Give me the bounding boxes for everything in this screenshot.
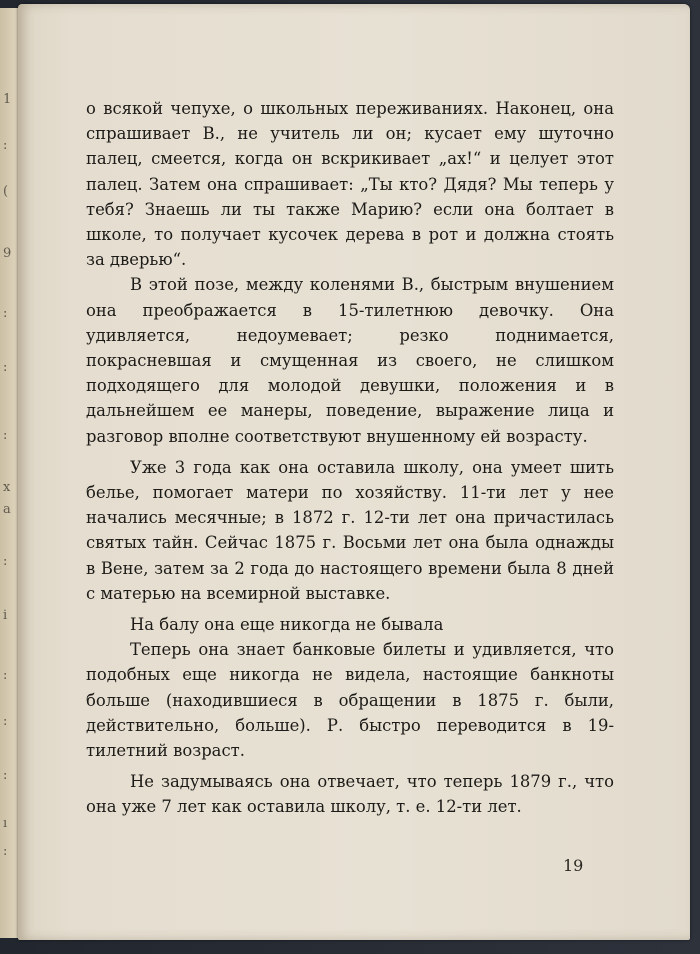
paragraph: Уже 3 года как она оставила школу, она умеет шить белье, помогает матери по хозяйству. 11-ти лет у нее начались месячные; в 1872 г. 12-ти лет она причастилась святых тайн. Сейчас 1875 г. Восьми лет она была однажды в Вене, затем за 2 года до настоящего времени была 8 дней с матерью на всемирной выставке. xyxy=(86,457,614,603)
left-page-fragment: 9 xyxy=(3,246,12,261)
paragraph: Теперь она знает банковые билеты и удивляется, что подобных еще никогда не видела, настоящие банкноты больше (находившиеся в обращении в 1875 г. были, действительно, больше). Р. быстро переводится в 19-тилетний возраст. xyxy=(86,640,614,761)
left-page-fragment: : xyxy=(3,138,8,153)
left-page-fragment: 1 xyxy=(3,92,12,107)
page-body-text xyxy=(86,96,614,820)
left-page-fragment: : xyxy=(3,554,8,569)
book-page xyxy=(18,4,690,940)
paragraph: о всякой чепухе, о школьных переживаниях. Наконец, она спрашивает В., не учитель ли он; кусает ему шуточно палец, смеется, когда он вскрикивает „ах!“ и целует этот палец. Затем она спрашивает: „Ты кто? Дядя? Мы теперь у тебя? Знаешь ли ты также Марию? если она болтает в школе, то получает кусочек дерева в рот и должна стоять за дверью“. xyxy=(86,99,614,270)
left-page-fragment: ( xyxy=(3,184,9,199)
left-page-fragment: : xyxy=(3,668,8,683)
left-page-fragment: a xyxy=(3,502,11,517)
left-page-fragment: : xyxy=(3,768,8,783)
left-page-fragment: ı xyxy=(3,816,8,831)
left-page-fragment: : xyxy=(3,306,8,321)
page-number: 19 xyxy=(563,856,584,875)
paragraph: На балу она еще никогда не бывала xyxy=(130,615,444,635)
paragraph: Не задумываясь она отвечает, что теперь 1879 г., что она уже 7 лет как оставила школу, т. е. 12-ти лет. xyxy=(86,772,614,817)
left-page-fragment: : xyxy=(3,844,8,859)
left-page-fragment: : xyxy=(3,428,8,443)
left-page-fragment: : xyxy=(3,714,8,729)
left-page-fragment: : xyxy=(3,360,8,375)
left-page-fragment: x xyxy=(3,480,11,495)
left-page-fragment: i xyxy=(3,608,8,623)
paragraph: В этой позе, между коленями В., быстрым внушением она преображается в 15-тилетнюю девочку. Она удивляется, недоумевает; резко поднимается, покрасневшая и смущенная из своего, не слишком подходящего для молодой девушки, положения и в дальнейшем ее манеры, поведение, выражение лица и разговор вполне соответствуют внушенному ей возрасту. xyxy=(86,275,614,446)
